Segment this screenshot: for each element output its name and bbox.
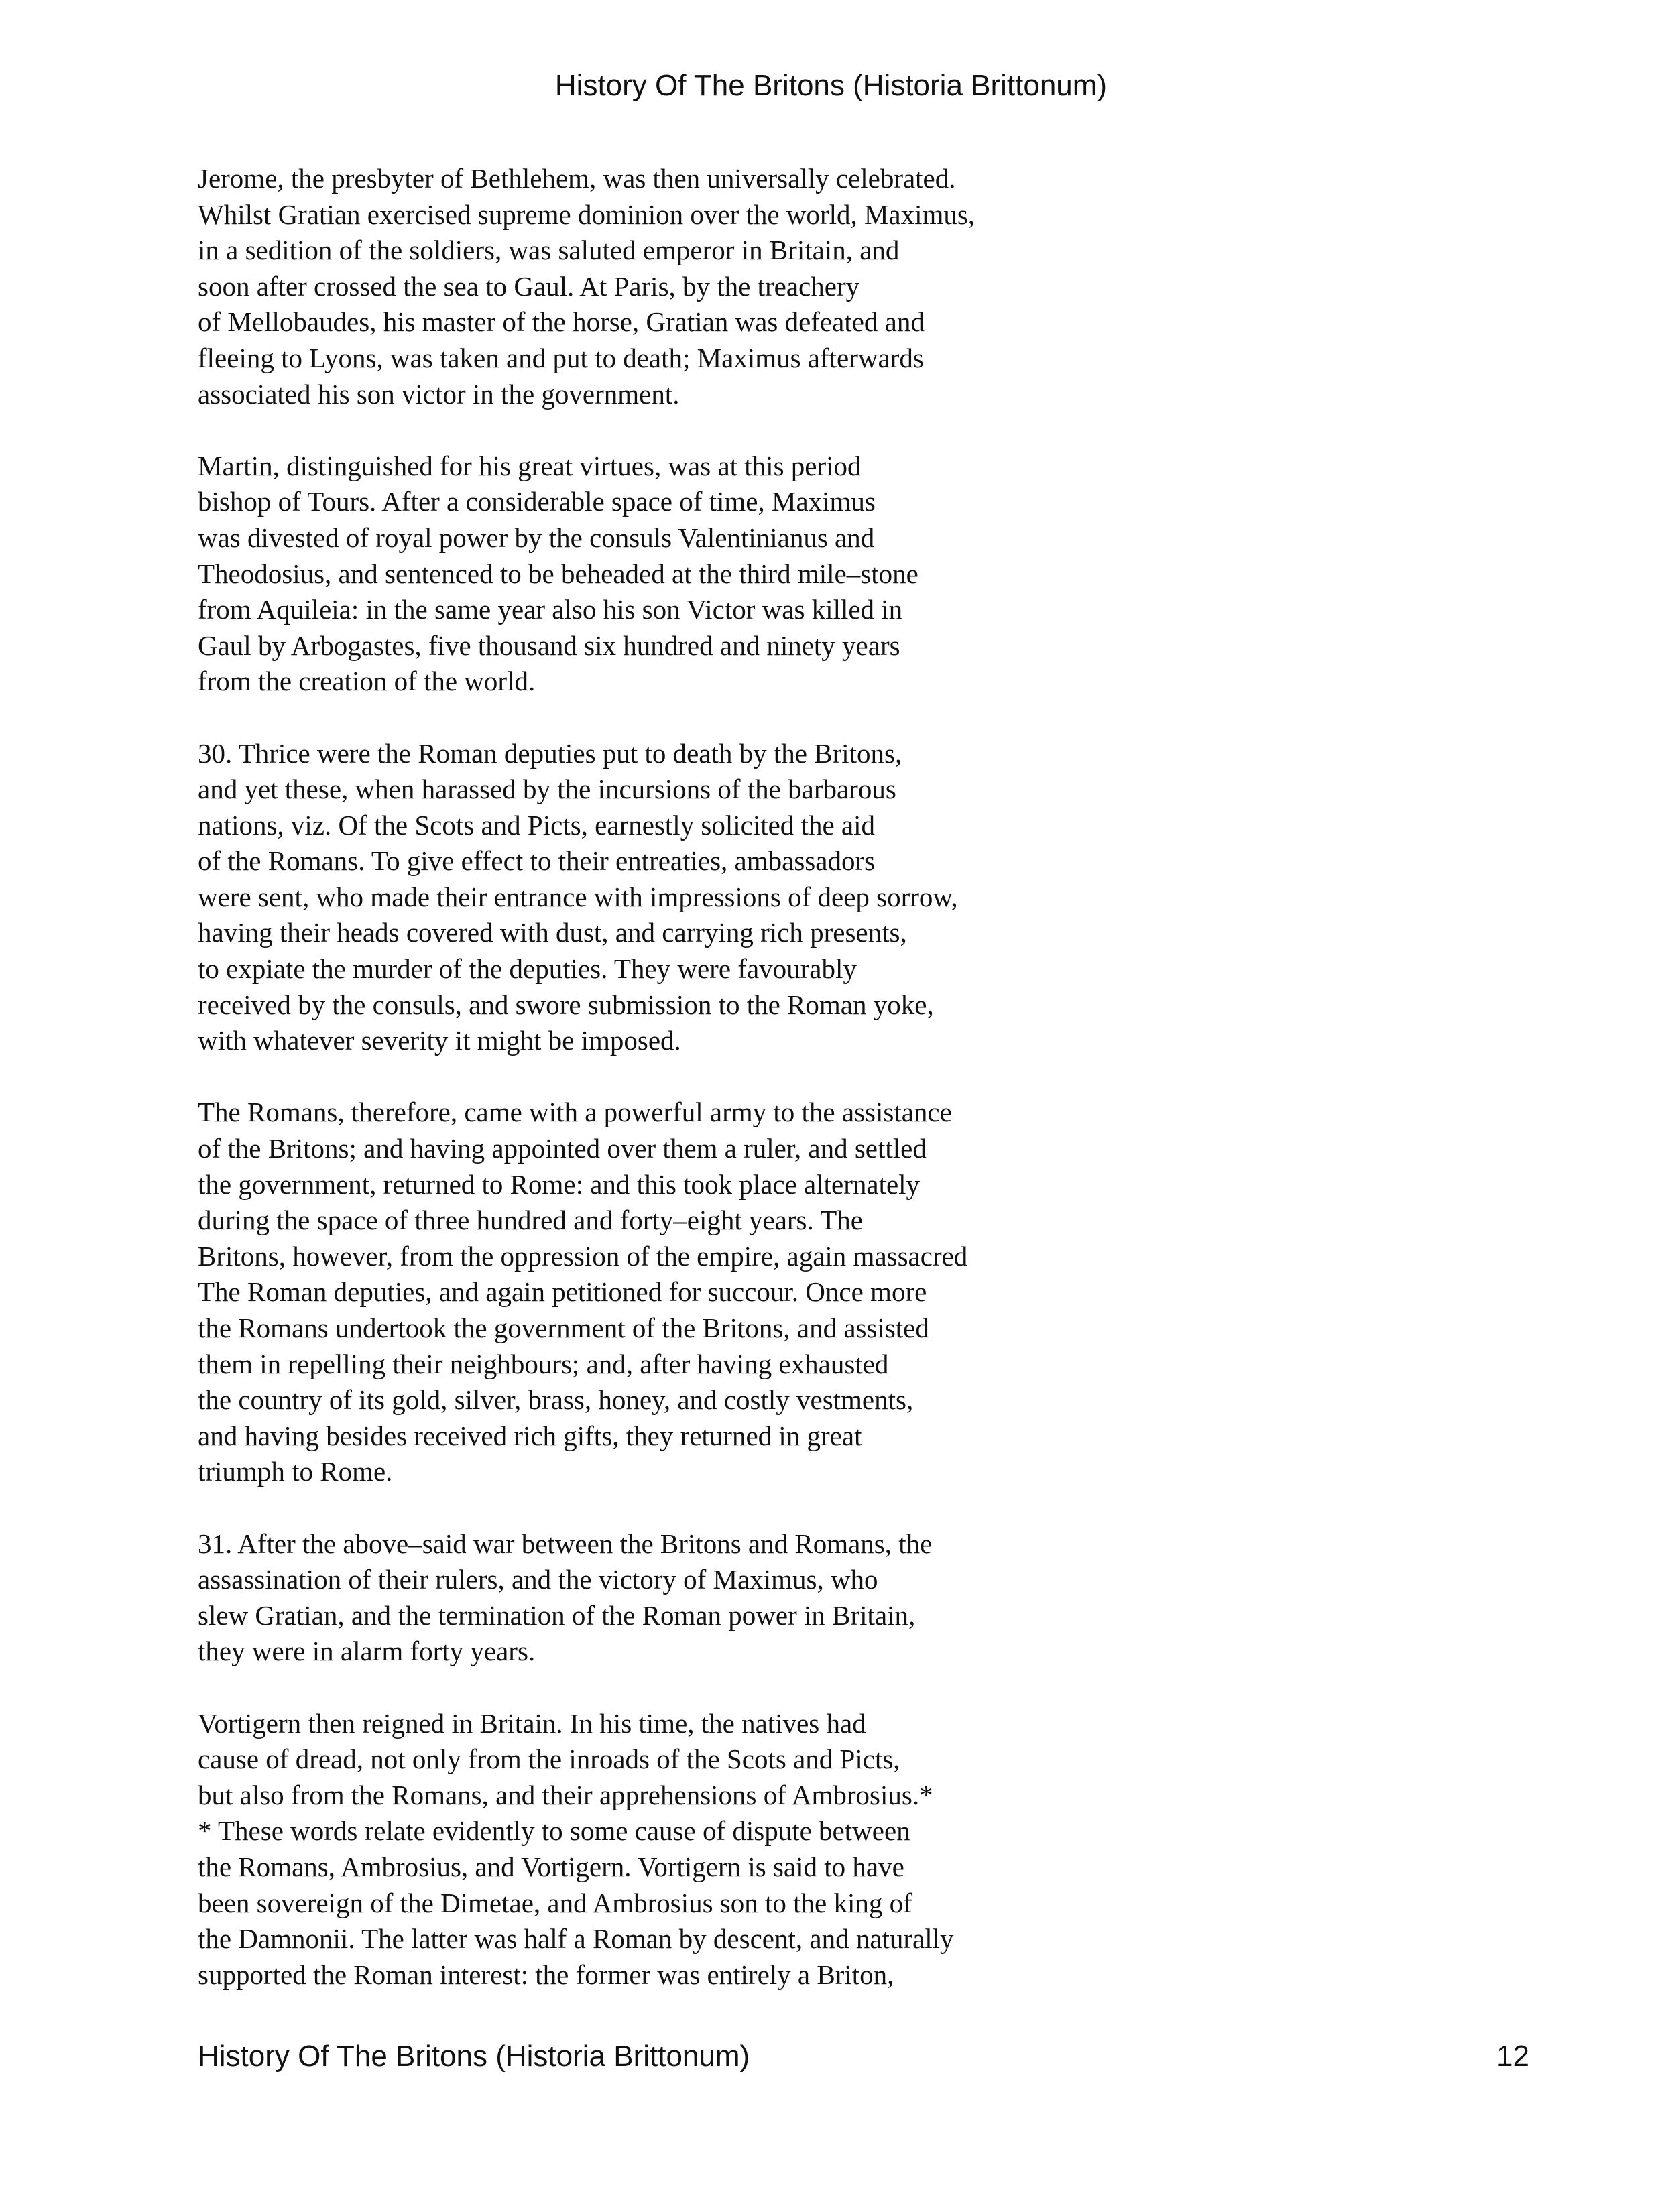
paragraph-section-30 [198,736,1123,1059]
text-line: 30. Thrice were the Roman deputies put to death by the Britons, [198,737,902,769]
text-line: Gaul by Arbogastes, five thousand six hundred and ninety years [198,629,900,661]
text-line: nations, viz. Of the Scots and Picts, earnestly solicited the aid [198,809,875,841]
text-line: and having besides received rich gifts, they returned in great [198,1420,862,1451]
text-line: the government, returned to Rome: and this took place alternately [198,1168,921,1200]
text-line: fleeing to Lyons, was taken and put to death; Maximus afterwards [198,342,924,373]
text-line: of the Romans. To give effect to their entreaties, ambassadors [198,845,876,877]
text-line: bishop of Tours. After a considerable space of time, Maximus [198,486,876,517]
running-footer-title: History Of The Britons (Historia Brittonum) [198,2040,750,2073]
text-line: The Romans, therefore, came with a powerful army to the assistance [198,1097,952,1128]
paragraph-section-31 [198,1526,1123,1670]
text-line: from Aquileia: in the same year also his son Victor was killed in [198,594,903,625]
page-number: 12 [1496,2040,1529,2073]
text-line: in a sedition of the soldiers, was saluted emperor in Britain, and [198,235,900,266]
running-header: History Of The Britons (Historia Brittonum) [554,69,1108,102]
text-line: but also from the Romans, and their apprehensions of Ambrosius.* [198,1779,933,1810]
text-line: soon after crossed the sea to Gaul. At Paris, by the treachery [198,270,860,302]
text-line: Theodosius, and sentenced to be beheaded at the third mile–stone [198,558,918,589]
text-line: Jerome, the presbyter of Bethlehem, was then universally celebrated. [198,163,956,194]
text-line: Britons, however, from the oppression of the empire, again massacred [198,1240,968,1272]
text-line: was divested of royal power by the consuls Valentinianus and [198,521,875,553]
page-body [198,161,1123,1993]
footnote-line: supported the Roman interest: the former was entirely a Briton, [198,1959,894,1990]
text-line: of Mellobaudes, his master of the horse, Gratian was defeated and [198,306,925,338]
footnote-line: the Damnonii. The latter was half a Roman by descent, and naturally [198,1923,954,1955]
paragraph-romans [198,1095,1123,1490]
text-line: associated his son victor in the government. [198,378,680,410]
text-line: having their heads covered with dust, and carrying rich presents, [198,917,907,948]
text-line: cause of dread, not only from the inroads of the Scots and Picts, [198,1743,900,1775]
text-line: from the creation of the world. [198,666,536,697]
text-line: Vortigern then reigned in Britain. In his time, the natives had [198,1707,866,1739]
text-line: during the space of three hundred and forty–eight years. The [198,1205,864,1236]
footnote-line: the Romans, Ambrosius, and Vortigern. Vortigern is said to have [198,1851,904,1882]
text-line: The Roman deputies, and again petitioned for succour. Once more [198,1276,927,1308]
text-line: they were in alarm forty years. [198,1636,536,1667]
paragraph-jerome [198,161,1123,412]
text-line: of the Britons; and having appointed over them a ruler, and settled [198,1133,927,1164]
text-line: the Romans undertook the government of the Britons, and assisted [198,1312,929,1343]
text-line: 31. After the above–said war between the Britons and Romans, the [198,1528,933,1559]
footnote-line: * These words relate evidently to some cause of dispute between [198,1815,910,1847]
text-line: Whilst Gratian exercised supreme dominion over the world, Maximus, [198,198,975,230]
paragraph-vortigern [198,1706,1123,1993]
text-line: to expiate the murder of the deputies. They were favourably [198,953,857,985]
text-line: assassination of their rulers, and the victory of Maximus, who [198,1564,878,1595]
text-line: the country of its gold, silver, brass, honey, and costly vestments, [198,1384,914,1416]
text-line: received by the consuls, and swore submission to the Roman yoke, [198,989,934,1020]
text-line: with whatever severity it might be imposed. [198,1025,681,1056]
text-line: Martin, distinguished for his great virtues, was at this period [198,450,862,481]
paragraph-martin [198,448,1123,700]
text-line: and yet these, when harassed by the incursions of the barbarous [198,774,896,805]
text-line: them in repelling their neighbours; and, after having exhausted [198,1348,889,1379]
text-line: slew Gratian, and the termination of the Roman power in Britain, [198,1599,916,1631]
text-line: triumph to Rome. [198,1456,393,1487]
footnote-line: been sovereign of the Dimetae, and Ambrosius son to the king of [198,1887,912,1918]
text-line: were sent, who made their entrance with impressions of deep sorrow, [198,881,958,912]
